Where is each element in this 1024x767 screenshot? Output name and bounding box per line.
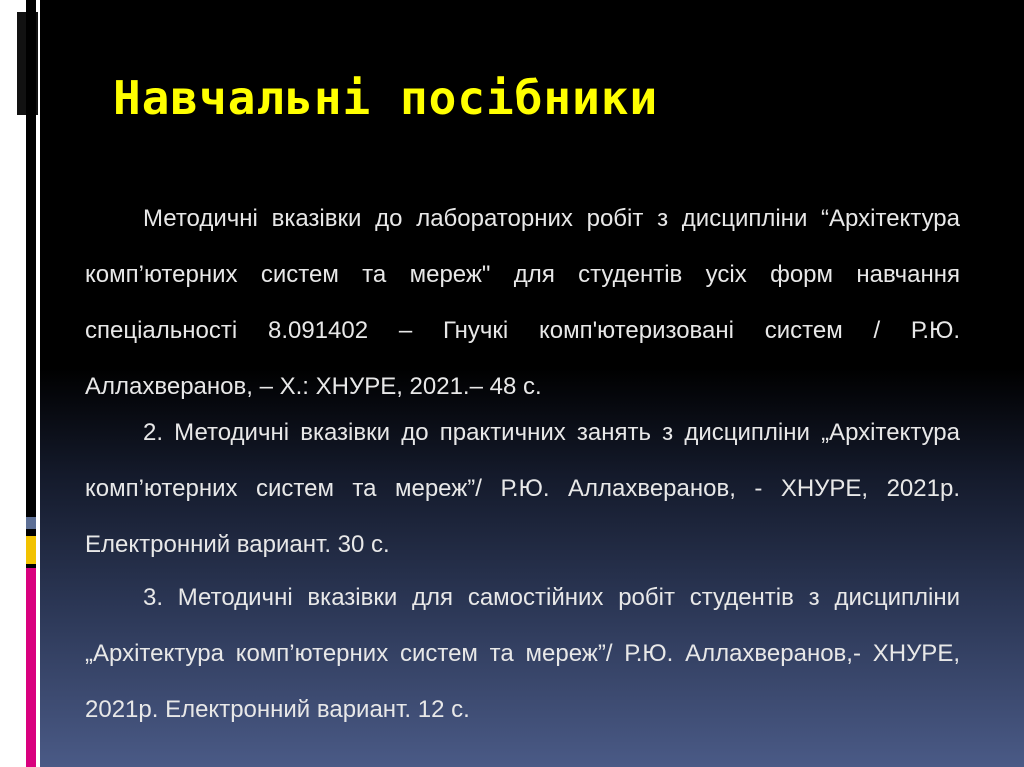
paragraph-3: 3. Методичні вказівки для самостійних робіт студентів з дисципліни „Архітектура комп’ютерних систем та мереж”/ Р.Ю. Аллахверанов,- ХНУРЕ, 2021р. Електронний вариант. 12 с. — [85, 584, 960, 723]
slide-title: Навчальні посібники — [113, 71, 659, 125]
decorative-bar-yellow — [26, 536, 36, 564]
decorative-bar-blue — [26, 517, 36, 529]
left-decoration-strip — [0, 0, 40, 767]
paragraph-2: 2. Методичні вказівки до практичних занять з дисципліни „Архітектура комп’ютерних систем та мереж”/ Р.Ю. Аллахверанов, - ХНУРЕ, 2021р. Електронний вариант. 30 с. — [85, 419, 960, 558]
slide — [40, 0, 1024, 767]
decorative-bar-magenta — [26, 568, 36, 767]
paragraph-1: Методичні вказівки до лабораторних робіт з дисципліни “Архітектура комп’ютерних систем та мереж" для студентів усіх форм навчання спеціальності 8.091402 – Гнучкі комп'ютеризовані систем / Р.Ю. Аллахверанов, – Х.: ХНУРЕ, 2021.– 48 с. — [85, 205, 960, 400]
decorative-bar — [17, 12, 26, 115]
